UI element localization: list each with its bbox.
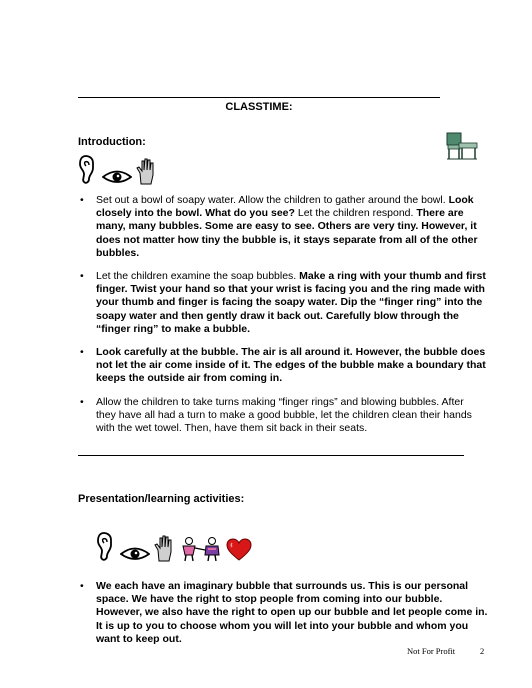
- list-item: • We each have an imaginary bubble that surrounds us. This is our personal space. We have the right to stop people from coming into our bubble. However, we also have the right to open up our bubble and let people come in. It is up to you to choose whom you will let into your bubble and whom you want to keep out.: [80, 580, 488, 645]
- hand-icon: [154, 534, 176, 562]
- list-item: • Let the children examine the soap bubbles. Make a ring with your thumb and first finger. Twist your hand so that your wrist is facing you and the ring made with your thumb and finger is facing the soapy water. Dip the “finger ring” into the soapy water and then gently draw it back out. Carefully blow through the “finger ring” to make a bubble.: [80, 270, 486, 335]
- people-icon: [180, 536, 222, 562]
- list-item: • Set out a bowl of soapy water. Allow the children to gather around the bowl. Look closely into the bowl. What do you see? Let the children respond. There are many, many bubbles. Some are easy to see. Others are very tiny. However, it does not matter how tiny the bubble is, it stays separate from all of the other bubbles.: [80, 194, 478, 259]
- text-segment: Allow the children to take turns making “finger rings” and blowing bubbles. After they have all had a turn to make a good bubble, let the children clean their hands with the wet towel. Then, have them sit back in their seats.: [96, 395, 472, 435]
- bold-text-segment: Look closely into the bowl. What do you see?: [96, 194, 474, 220]
- classtime-heading: CLASSTIME:: [225, 101, 293, 113]
- bullet-text: [96, 346, 486, 384]
- ear-icon: [96, 532, 116, 562]
- bold-text-segment: We each have an imaginary bubble that surrounds us. This is our personal space. We have the right to stop people from coming into our bubble. However, we also have the right to open up our bubble and let people come in. It is up to you to choose whom you will let into your bubble and whom you want to keep out.: [96, 580, 488, 645]
- desk-icon: [445, 131, 479, 166]
- page-number: 2: [480, 646, 485, 656]
- bold-text-segment: Make a ring with your thumb and first finger. Twist your hand so that your wrist is facing you and the ring made with your thumb and finger is facing the soapy water. Dip the “finger ring” into the soapy water and then gently draw it back out. Carefully blow through the “finger ring” to make a bubble.: [96, 270, 486, 335]
- hand-icon: [136, 157, 158, 185]
- intro-bullet-list: [78, 194, 486, 445]
- list-item: • Allow the children to take turns making “finger rings” and blowing bubbles. After they have all had a turn to make a good bubble, let the children clean their hands with the wet towel. Then, have them sit back in their seats.: [80, 395, 472, 435]
- bullet-text: [96, 270, 486, 335]
- presentation-title: Presentation/learning activities:: [78, 493, 245, 505]
- text-segment: Let the children examine the soap bubbles.: [96, 270, 300, 283]
- eye-icon: [102, 169, 132, 185]
- heart-icon: [226, 538, 252, 562]
- bullet-text: [96, 580, 487, 645]
- eye-icon: [120, 546, 150, 562]
- presentation-bullet-list: [78, 580, 490, 656]
- top-divider: [78, 97, 440, 98]
- bullet-text: [96, 396, 472, 434]
- section-divider: [78, 455, 464, 456]
- ear-icon: [78, 155, 98, 185]
- bullet-text: [96, 194, 478, 259]
- bold-text-segment: There are many, many bubbles. Some are easy to see. Others are very tiny. However, it does not matter how tiny the bubble is, it stays separate from all of the other bubbles.: [96, 207, 478, 259]
- footer-text: Not For Profit: [407, 646, 456, 656]
- intro-icon-row: [78, 155, 158, 185]
- text-segment: Let the children respond.: [294, 207, 417, 220]
- list-item: • Look carefully at the bubble. The air is all around it. However, the bubble does not let the air come inside of it. The edges of the bubble make a boundary that keeps the outside air from coming in.: [80, 346, 486, 385]
- presentation-icon-row: [96, 532, 252, 562]
- text-segment: Set out a bowl of soapy water. Allow the children to gather around the bowl.: [96, 194, 449, 206]
- introduction-title: Introduction:: [78, 136, 146, 148]
- bold-text-segment: Look carefully at the bubble. The air is all around it. However, the bubble does not let the air come inside of it. The edges of the bubble make a boundary that keeps the outside air from coming in.: [96, 346, 486, 385]
